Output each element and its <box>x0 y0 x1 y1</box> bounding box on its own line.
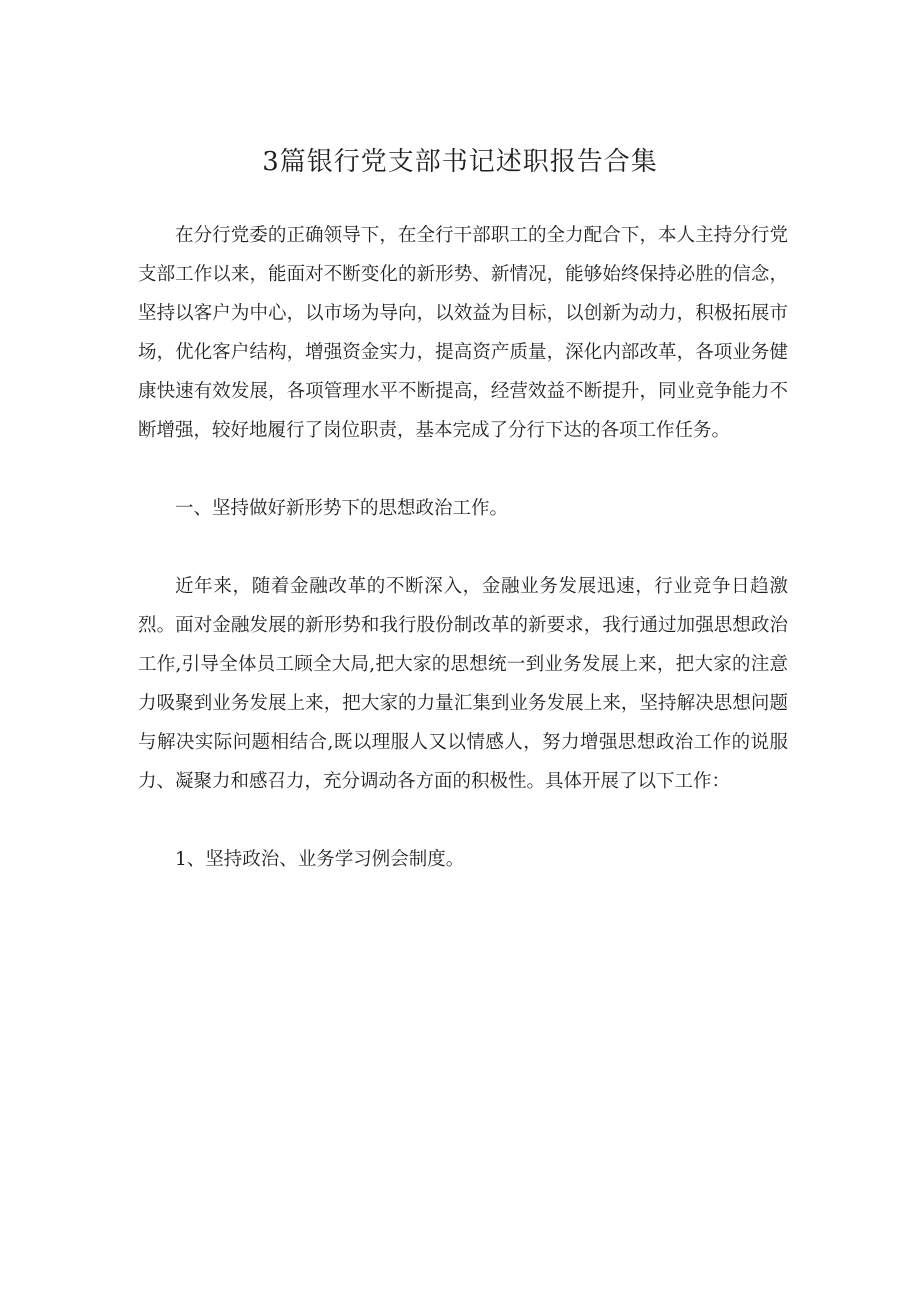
paragraph-section-1-body: 近年来，随着金融改革的不断深入，金融业务发展迅速，行业竞争日趋激烈。面对金融发展的新形势和我行股份制改革的新要求，我行通过加强思想政治工作,引导全体员工顾全大局,把大家的思想统一到业务发展上来，把大家的注意力吸聚到业务发展上来，把大家的力量汇集到业务发展上来，坚持解决思想问题与解决实际问题相结合,既以理服人又以情感人，努力增强思想政治工作的说服力、凝聚力和感召力，充分调动各方面的积极性。具体开展了以下工作： <box>138 576 788 792</box>
paragraph-spacer <box>138 450 788 489</box>
paragraph-spacer <box>138 528 788 567</box>
document-title: 3篇银行党支部书记述职报告合集 <box>262 147 658 177</box>
paragraph-spacer <box>138 801 788 840</box>
section-heading-1: 一、坚持做好新形势下的思想政治工作。 <box>175 498 509 519</box>
subsection-heading-1: 1、坚持政治、业务学习例会制度。 <box>175 849 465 870</box>
document-body <box>138 216 788 879</box>
paragraph-intro: 在分行党委的正确领导下，在全行干部职工的全力配合下，本人主持分行党支部工作以来，能面对不断变化的新形势、新情况，能够始终保持必胜的信念，坚持以客户为中心，以市场为导向，以效益为目标，以创新为动力，积极拓展市场，优化客户结构，增强资金实力，提高资产质量，深化内部改革，各项业务健康快速有效发展，各项管理水平不断提高，经营效益不断提升，同业竞争能力不断增强，较好地履行了岗位职责，基本完成了分行下达的各项工作任务。 <box>138 225 788 441</box>
